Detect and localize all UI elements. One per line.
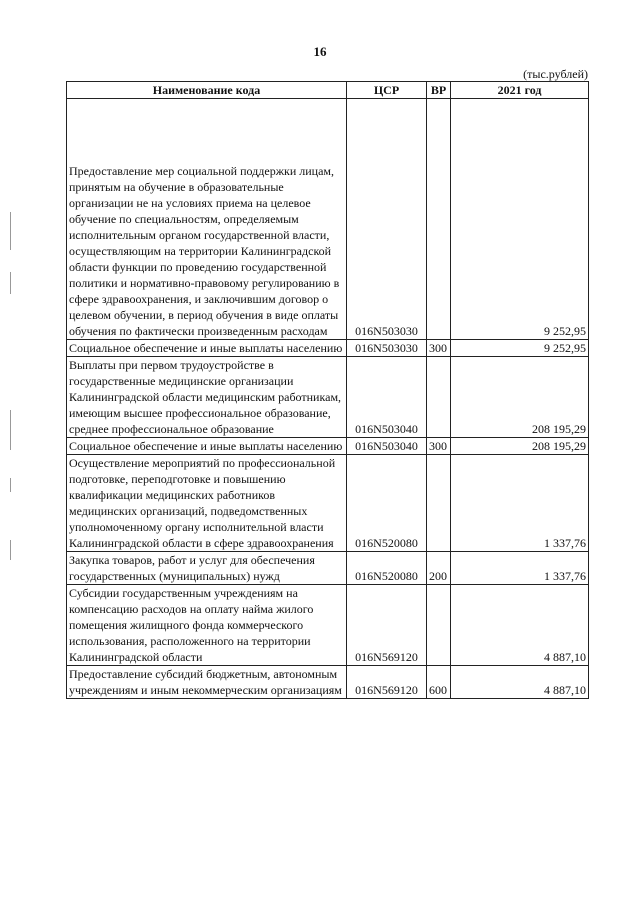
row-vr bbox=[427, 357, 451, 438]
row-name: Выплаты при первом трудоустройстве в государственные медицинские организации Калининградской области медицинским работникам, имеющим высшее профессиональное образование, среднее профессиональное образование bbox=[67, 357, 347, 438]
row-sum: 208 195,29 bbox=[451, 357, 589, 438]
row-sum: 1 337,76 bbox=[451, 455, 589, 552]
budget-table bbox=[66, 81, 589, 699]
row-name: Закупка товаров, работ и услуг для обеспечения государственных (муниципальных) нужд bbox=[67, 552, 347, 585]
header-name: Наименование кода bbox=[67, 82, 347, 99]
row-sum: 9 252,95 bbox=[451, 340, 589, 357]
row-csr: 016N569120 bbox=[347, 666, 427, 699]
row-csr: 016N520080 bbox=[347, 455, 427, 552]
units-label: (тыс.рублей) bbox=[523, 67, 588, 81]
header-csr: ЦСР bbox=[347, 82, 427, 99]
table-row bbox=[67, 666, 589, 699]
row-vr: 600 bbox=[427, 666, 451, 699]
row-csr: 016N503040 bbox=[347, 357, 427, 438]
row-name: Социальное обеспечение и иные выплаты населению bbox=[67, 340, 347, 357]
header-vr: ВР bbox=[427, 82, 451, 99]
table-header-row bbox=[67, 82, 589, 99]
margin-mark bbox=[10, 410, 11, 450]
table-row bbox=[67, 585, 589, 666]
margin-mark bbox=[10, 272, 11, 294]
row-sum: 1 337,76 bbox=[451, 552, 589, 585]
row-name: Субсидии государственным учреждениям на компенсацию расходов на оплату найма жилого помещения жилищного фонда коммерческого использования, расположенного на территории Калининградской области bbox=[67, 585, 347, 666]
row-vr bbox=[427, 585, 451, 666]
row-name: Предоставление субсидий бюджетным, автономным учреждениям и иным некоммерческим организациям bbox=[67, 666, 347, 699]
row-name: Предоставление мер социальной поддержки лицам, принятым на обучение в образовательные организации не на условиях приема на целевое обучение по специальностям, определяемым исполнительным органом государственной власти, осуществляющим на территории Калининградской области функции по проведению государственной политики и нормативно-правовому регулированию в сфере здравоохранения, и заключившим договор о целевом обучении, в период обучения в виде оплаты обучения по фактически произведенным расходам bbox=[67, 99, 347, 340]
table-row bbox=[67, 99, 589, 340]
row-csr: 016N503030 bbox=[347, 340, 427, 357]
row-csr: 016N503040 bbox=[347, 438, 427, 455]
table-row bbox=[67, 455, 589, 552]
margin-mark bbox=[10, 478, 11, 492]
page-number: 16 bbox=[313, 44, 327, 59]
margin-mark bbox=[10, 212, 11, 250]
row-vr: 300 bbox=[427, 340, 451, 357]
table-row bbox=[67, 552, 589, 585]
row-sum: 9 252,95 bbox=[451, 99, 589, 340]
table-row bbox=[67, 438, 589, 455]
margin-mark bbox=[10, 540, 11, 560]
row-name: Социальное обеспечение и иные выплаты населению bbox=[67, 438, 347, 455]
row-sum: 4 887,10 bbox=[451, 585, 589, 666]
row-vr: 200 bbox=[427, 552, 451, 585]
header-sum: 2021 год bbox=[451, 82, 589, 99]
row-name: Осуществление мероприятий по профессиональной подготовке, переподготовке и повышению квалификации медицинских работников медицинских организаций, подведомственных уполномоченному органу исполнительной власти Калининградской области в сфере здравоохранения bbox=[67, 455, 347, 552]
row-csr: 016N503030 bbox=[347, 99, 427, 340]
row-csr: 016N520080 bbox=[347, 552, 427, 585]
row-sum: 4 887,10 bbox=[451, 666, 589, 699]
table-row bbox=[67, 357, 589, 438]
row-csr: 016N569120 bbox=[347, 585, 427, 666]
row-sum: 208 195,29 bbox=[451, 438, 589, 455]
row-vr bbox=[427, 99, 451, 340]
row-vr bbox=[427, 455, 451, 552]
table-row bbox=[67, 340, 589, 357]
row-vr: 300 bbox=[427, 438, 451, 455]
